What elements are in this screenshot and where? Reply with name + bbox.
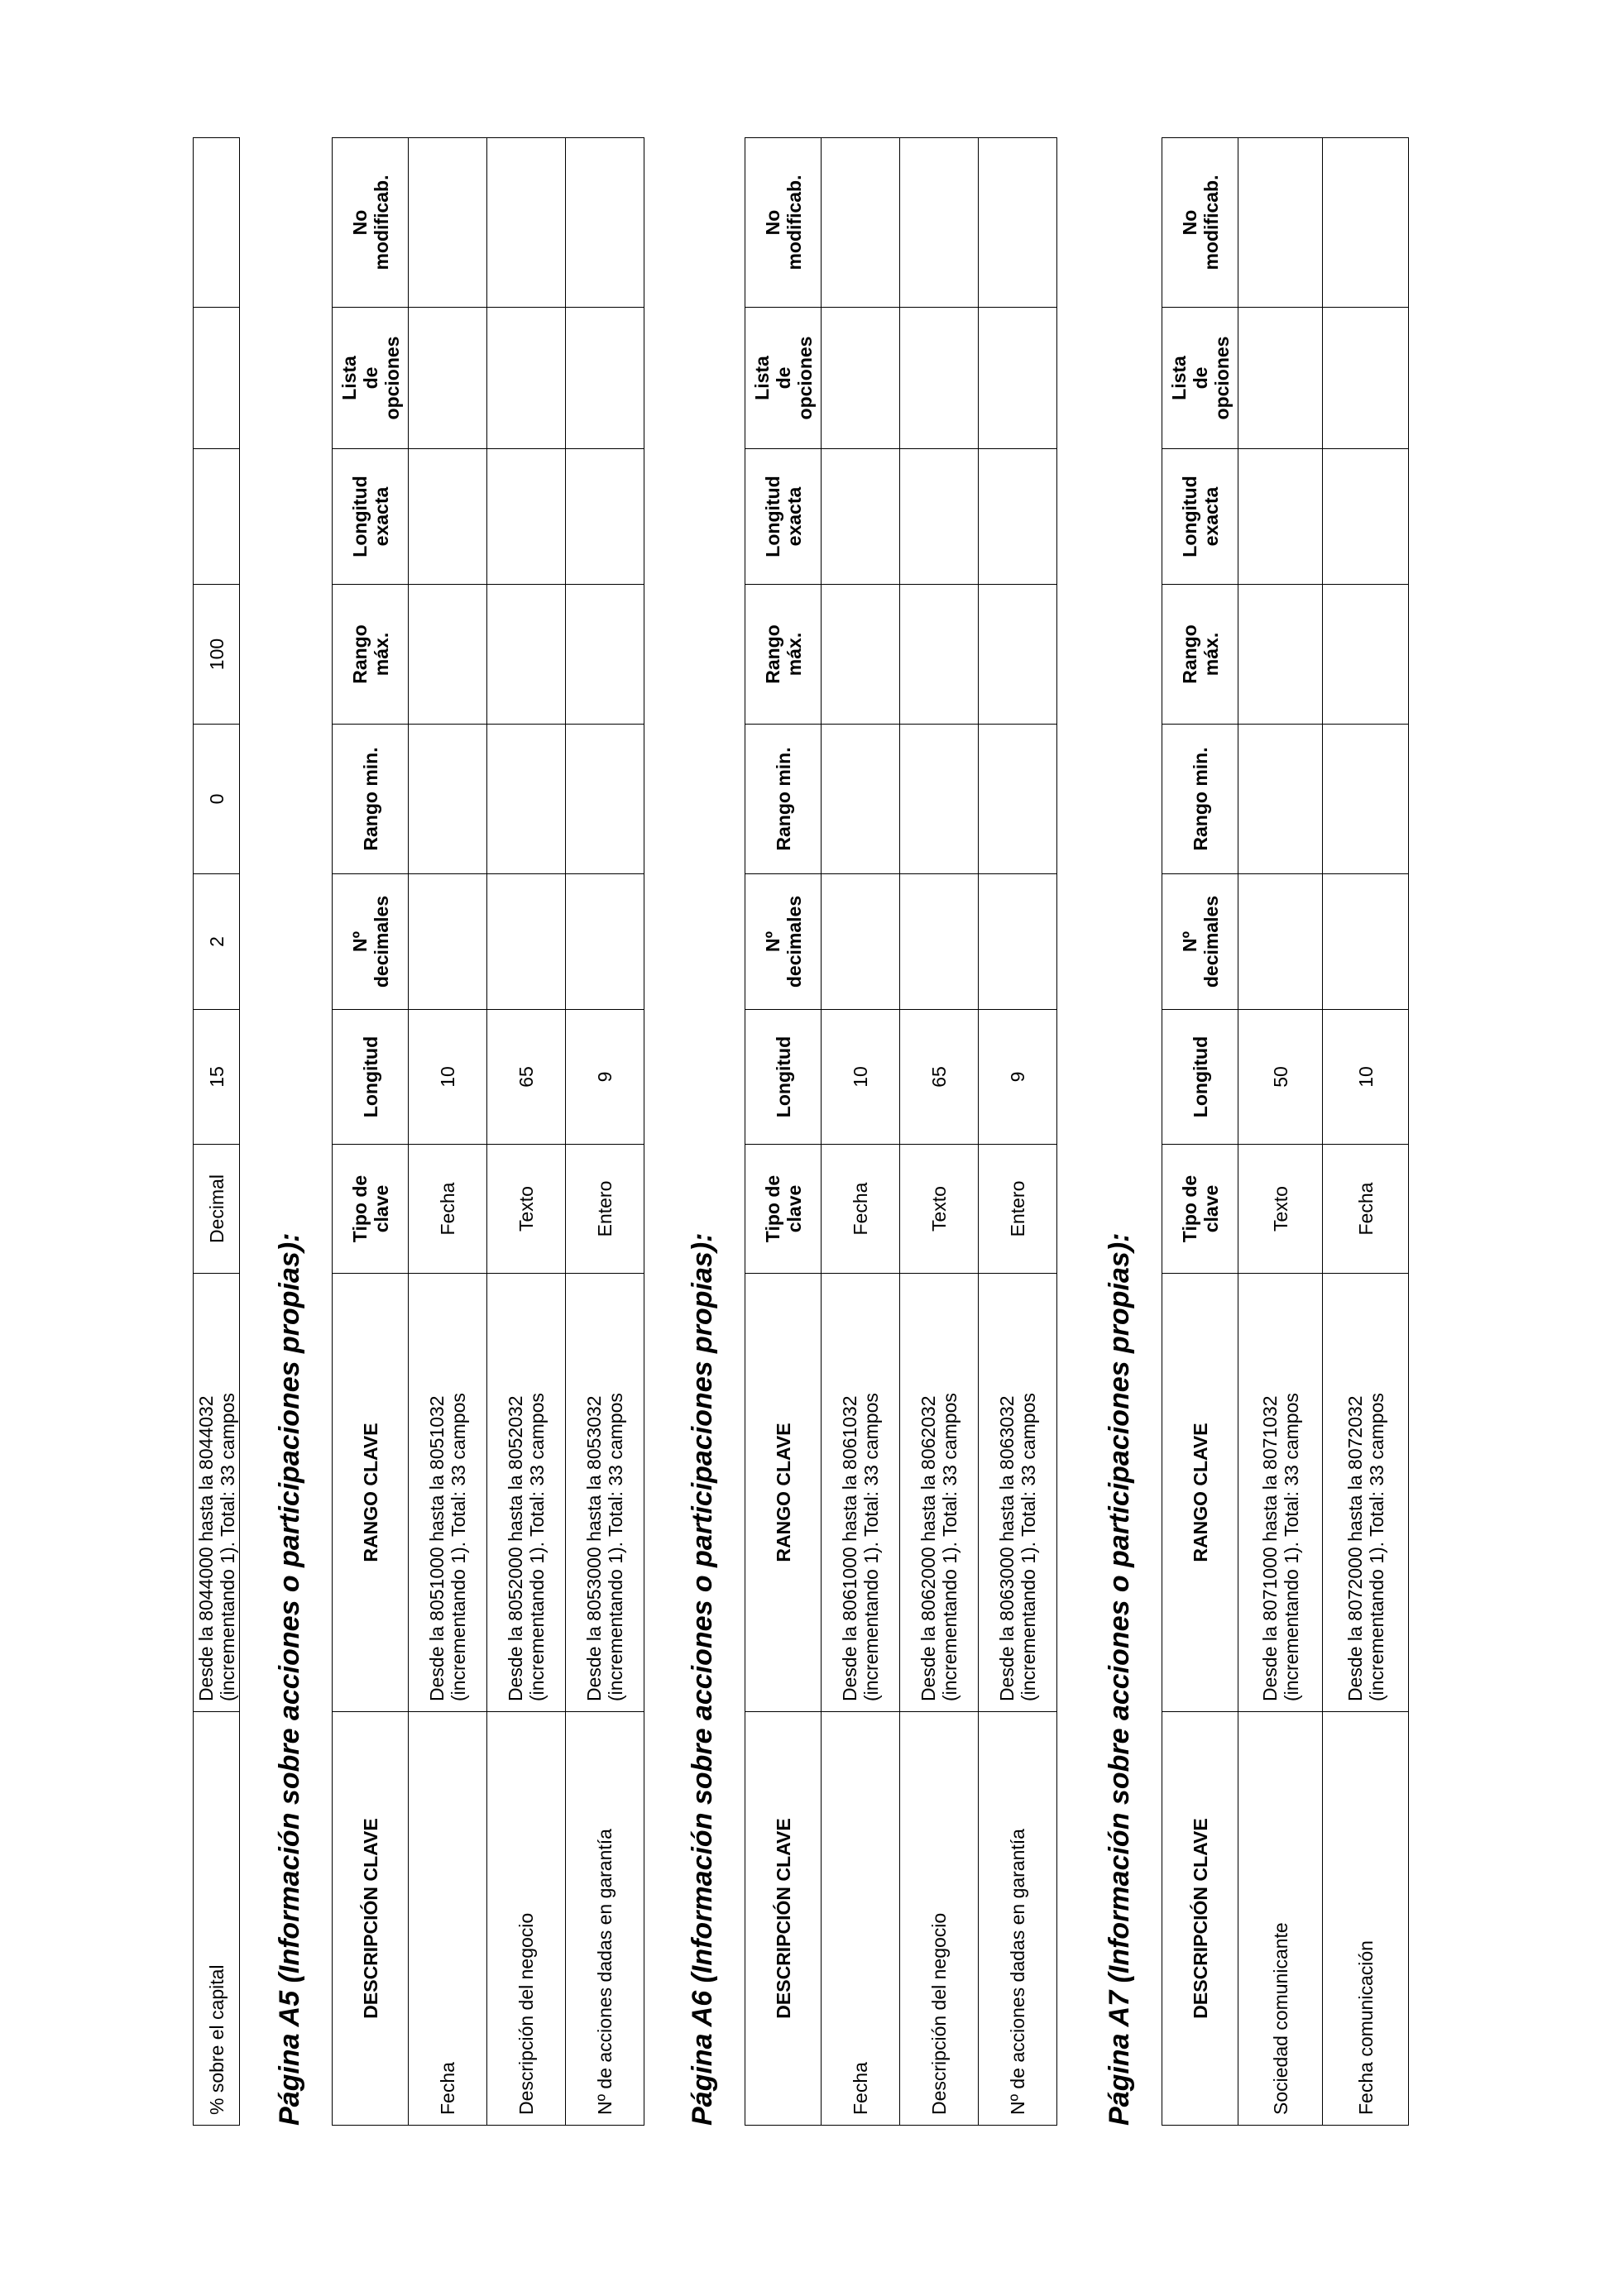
longitud-exacta-cell <box>194 449 240 585</box>
section-a7-table-wrap <box>1162 137 1409 2126</box>
header-rango-max: Rango máx. <box>745 585 822 725</box>
header-longitud: Longitud <box>333 1010 409 1145</box>
rango-cell: Desde la 8063000 hasta la 8063032 (incrementando 1). Total: 33 campos <box>979 1274 1057 1712</box>
no-modificable-cell <box>194 138 240 308</box>
section-a6-table <box>745 137 1057 2126</box>
section-a6-table-wrap <box>745 137 1057 2126</box>
longitud-cell: 15 <box>194 1010 240 1145</box>
longitud-cell: 50 <box>1238 1010 1323 1145</box>
continuation-table-wrap <box>193 137 240 2126</box>
longitud-cell: 65 <box>900 1010 979 1145</box>
rango-cell: Desde la 8044000 hasta la 8044032 (incrementando 1). Total: 33 campos <box>194 1274 240 1712</box>
header-rango: RANGO CLAVE <box>745 1274 822 1712</box>
table-row <box>566 138 644 2126</box>
header-lista-opciones: Lista de opciones <box>745 308 822 449</box>
tipo-cell: Texto <box>487 1145 566 1274</box>
header-tipo: Tipo de clave <box>333 1145 409 1274</box>
header-descripcion: DESCRIPCIÓN CLAVE <box>745 1712 822 2126</box>
longitud-cell: 9 <box>566 1010 644 1145</box>
header-longitud-exacta: Longitud exacta <box>333 449 409 585</box>
header-rango-min: Rango min. <box>1162 725 1238 874</box>
header-rango-max: Rango máx. <box>1162 585 1238 725</box>
header-no-modificable: No modificab. <box>1162 138 1238 308</box>
table-row <box>409 138 487 2126</box>
header-descripcion: DESCRIPCIÓN CLAVE <box>333 1712 409 2126</box>
header-longitud: Longitud <box>745 1010 822 1145</box>
table-row <box>487 138 566 2126</box>
descripcion-cell: Descripción del negocio <box>487 1712 566 2126</box>
descripcion-cell: Descripción del negocio <box>900 1712 979 2126</box>
header-lista-opciones: Lista de opciones <box>333 308 409 449</box>
header-no-modificable: No modificab. <box>333 138 409 308</box>
tipo-cell: Fecha <box>1323 1145 1409 1274</box>
header-rango-min: Rango min. <box>745 725 822 874</box>
section-title-a5: Página A5 (Información sobre acciones o participaciones propias): <box>274 1232 305 2126</box>
table-row <box>1238 138 1323 2126</box>
tipo-cell: Decimal <box>194 1145 240 1274</box>
rango-min-cell: 0 <box>194 725 240 874</box>
descripcion-cell: Fecha <box>822 1712 900 2126</box>
rango-max-cell: 100 <box>194 585 240 725</box>
header-row <box>745 138 822 2126</box>
header-rango: RANGO CLAVE <box>1162 1274 1238 1712</box>
longitud-cell: 10 <box>1323 1010 1409 1145</box>
header-decimales: Nº decimales <box>1162 874 1238 1010</box>
header-longitud-exacta: Longitud exacta <box>745 449 822 585</box>
table-row <box>979 138 1057 2126</box>
rango-cell: Desde la 8053000 hasta la 8053032 (incrementando 1). Total: 33 campos <box>566 1274 644 1712</box>
rango-cell: Desde la 8062000 hasta la 8062032 (incrementando 1). Total: 33 campos <box>900 1274 979 1712</box>
descripcion-cell: Sociedad comunicante <box>1238 1712 1323 2126</box>
tipo-cell: Entero <box>566 1145 644 1274</box>
lista-opciones-cell <box>194 308 240 449</box>
table-row <box>900 138 979 2126</box>
tipo-cell: Fecha <box>409 1145 487 1274</box>
rango-cell: Desde la 8052000 hasta la 8052032 (incrementando 1). Total: 33 campos <box>487 1274 566 1712</box>
descripcion-cell: Nº de acciones dadas en garantía <box>979 1712 1057 2126</box>
header-longitud: Longitud <box>1162 1010 1238 1145</box>
header-no-modificable: No modificab. <box>745 138 822 308</box>
tipo-cell: Texto <box>900 1145 979 1274</box>
table-row <box>1323 138 1409 2126</box>
descripcion-cell: Nº de acciones dadas en garantía <box>566 1712 644 2126</box>
header-decimales: Nº decimales <box>745 874 822 1010</box>
section-title-a6: Página A6 (Información sobre acciones o participaciones propias): <box>687 1232 718 2126</box>
descripcion-cell: Fecha <box>409 1712 487 2126</box>
longitud-cell: 65 <box>487 1010 566 1145</box>
continuation-table <box>193 137 240 2126</box>
header-descripcion: DESCRIPCIÓN CLAVE <box>1162 1712 1238 2126</box>
decimales-cell: 2 <box>194 874 240 1010</box>
rango-cell: Desde la 8061000 hasta la 8061032 (incrementando 1). Total: 33 campos <box>822 1274 900 1712</box>
header-rango-min: Rango min. <box>333 725 409 874</box>
tipo-cell: Texto <box>1238 1145 1323 1274</box>
descripcion-cell: Fecha comunicación <box>1323 1712 1409 2126</box>
table-row <box>822 138 900 2126</box>
longitud-cell: 10 <box>822 1010 900 1145</box>
rango-cell: Desde la 8072000 hasta la 8072032 (incrementando 1). Total: 33 campos <box>1323 1274 1409 1712</box>
longitud-cell: 9 <box>979 1010 1057 1145</box>
tipo-cell: Fecha <box>822 1145 900 1274</box>
tipo-cell: Entero <box>979 1145 1057 1274</box>
descripcion-cell: % sobre el capital <box>194 1712 240 2126</box>
header-rango-max: Rango máx. <box>333 585 409 725</box>
header-row <box>1162 138 1238 2126</box>
table-row <box>194 138 240 2126</box>
section-title-a7: Página A7 (Información sobre acciones o participaciones propias): <box>1104 1232 1135 2126</box>
header-lista-opciones: Lista de opciones <box>1162 308 1238 449</box>
section-a5-table-wrap <box>332 137 644 2126</box>
header-tipo: Tipo de clave <box>745 1145 822 1274</box>
header-row <box>333 138 409 2126</box>
header-longitud-exacta: Longitud exacta <box>1162 449 1238 585</box>
rango-cell: Desde la 8071000 hasta la 8071032 (incrementando 1). Total: 33 campos <box>1238 1274 1323 1712</box>
rango-cell: Desde la 8051000 hasta la 8051032 (incrementando 1). Total: 33 campos <box>409 1274 487 1712</box>
header-decimales: Nº decimales <box>333 874 409 1010</box>
longitud-cell: 10 <box>409 1010 487 1145</box>
section-a5-table <box>332 137 644 2126</box>
section-a7-table <box>1162 137 1409 2126</box>
header-rango: RANGO CLAVE <box>333 1274 409 1712</box>
header-tipo: Tipo de clave <box>1162 1145 1238 1274</box>
